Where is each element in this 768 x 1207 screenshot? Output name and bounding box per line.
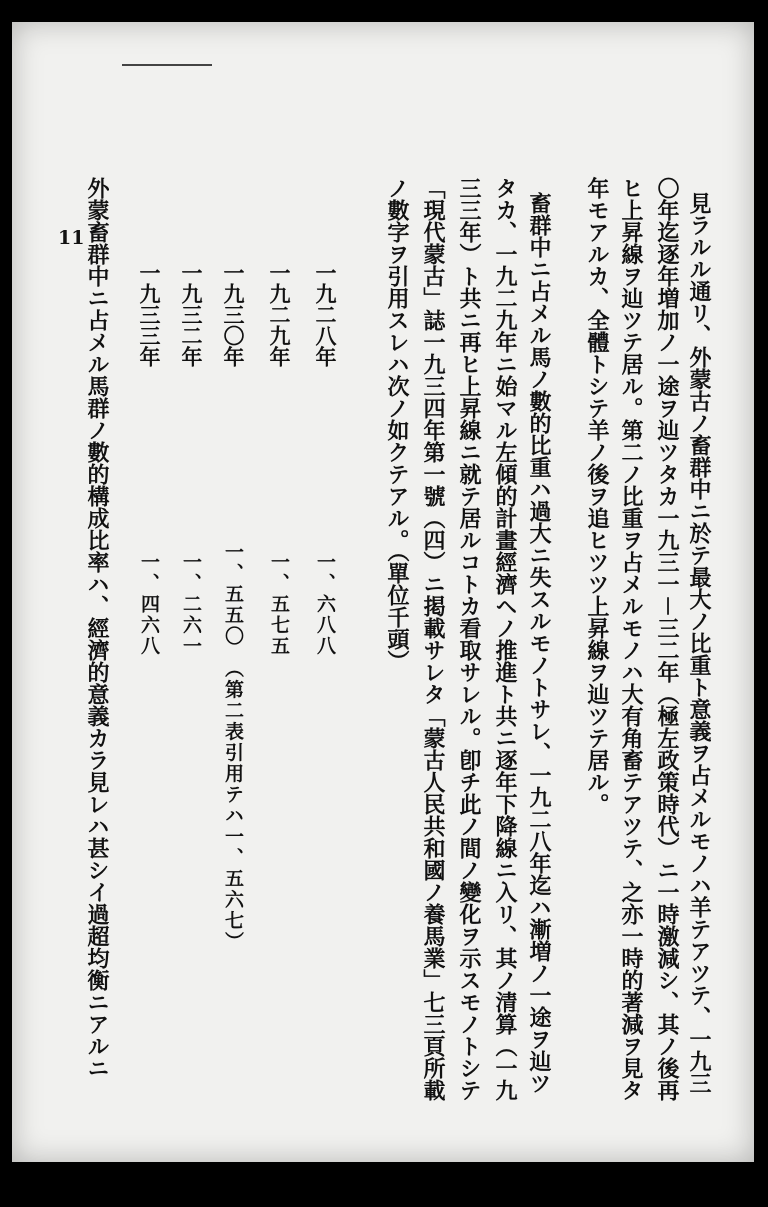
page-number: 11 <box>58 227 85 249</box>
text-line-4: 年モアルカ、全體トシテ羊ノ後ヲ追ヒツツ上昇線ヲ辿ツテ居ル。 <box>584 177 610 815</box>
text-line-8: 「現代蒙古」誌一九三四年第一號（四）ニ掲載サレタ「蒙古人民共和國ノ養馬業」七三頁所載 <box>420 177 446 1101</box>
table-year: 一九二八年 <box>313 262 338 367</box>
table-value: 一、五七五 <box>268 552 290 657</box>
text-line-7: 三三年）ト共ニ再ヒ上昇線ニ就テ居ルコトカ看取サレル。卽チ此ノ間ノ變化ヲ示スモノトシテ <box>456 177 482 1101</box>
table-year: 一九三二年 <box>179 262 204 367</box>
top-rule <box>122 64 212 66</box>
table-value: 一、五五〇 （第二表引用テハ一、五六七） <box>222 542 244 953</box>
table-year: 一九三〇年 <box>221 262 246 367</box>
text-line-10: 外蒙畜群中ニ占メル馬群ノ數的構成比率ハ、經濟的意義カラ見レハ甚シイ過超均衡ニアルニ <box>84 177 110 1079</box>
table-value: 一、四六八 <box>138 552 160 657</box>
text-line-9: ノ數字ヲ引用スレハ次ノ如クテアル。（單位千頭） <box>384 177 410 672</box>
text-line-2: 〇年迄逐年増加ノ一途ヲ辿ツタカ一九三一－三二年（極左政策時代）ニ一時激減シ、其ノ後再 <box>654 177 680 1102</box>
table-year: 一九二九年 <box>267 262 292 367</box>
text-line-1: 見ラルル通リ、外蒙古ノ畜群中ニ於テ最大ノ比重ト意義ヲ占メルモノハ羊テアツテ、一九三 <box>686 192 712 1094</box>
table-value: 一、六八八 <box>314 552 336 657</box>
text-line-3: ヒ上昇線ヲ辿ツテ居ル。第二ノ比重ヲ占メルモノハ大有角畜テアツテ、之亦一時的著減ヲ見タ <box>618 177 644 1101</box>
text-line-5: 畜群中ニ占メル馬ノ數的比重ハ過大ニ失スルモノトサレ、一九二八年迄ハ漸増ノ一途ヲ辿ツ <box>526 192 552 1094</box>
page <box>12 22 754 1162</box>
table-year: 一九三三年 <box>137 262 162 367</box>
table-value: 一、二六一 <box>180 552 202 657</box>
text-line-6: タカ、一九二九年ニ始マル左傾的計畫經濟ヘノ推進ト共ニ逐年下降線ニ入リ、其ノ清算（一九 <box>492 177 518 1101</box>
